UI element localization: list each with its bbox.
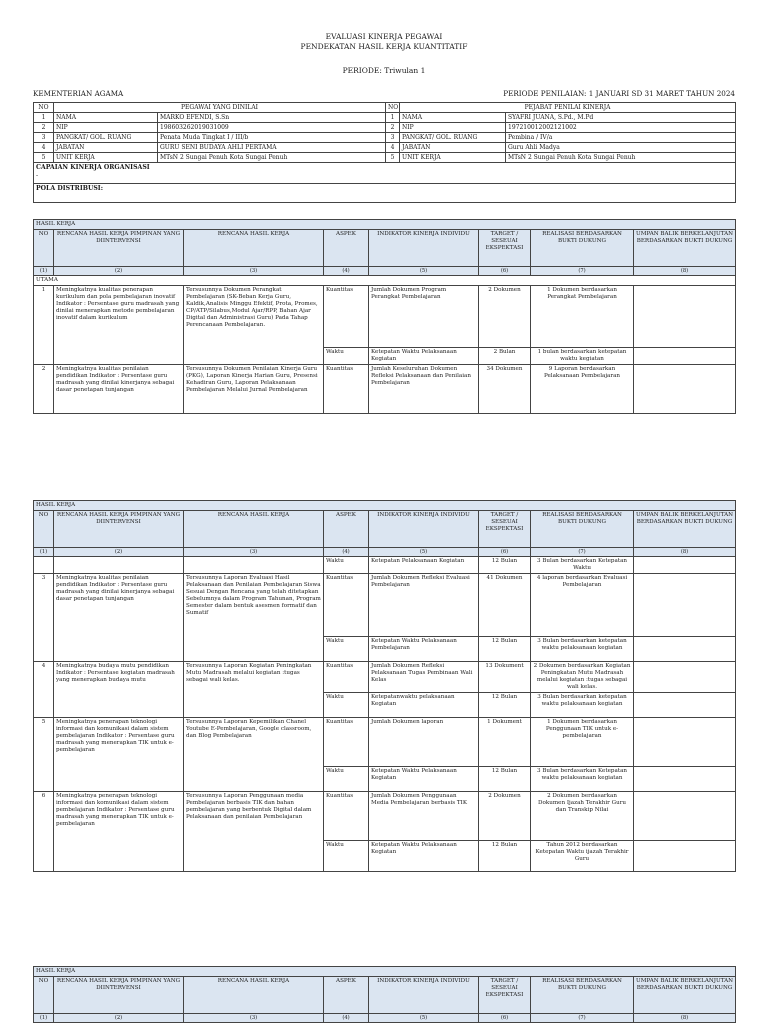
th-aspek: ASPEK	[324, 230, 369, 267]
th-aspek: ASPEK	[324, 511, 369, 548]
th-target: TARGET / SESEUAI EKSPEKTASI	[479, 511, 531, 548]
umpan-balik-cell	[634, 286, 736, 348]
target-cell: 12 Bulan	[479, 693, 531, 718]
aspek-cell: Waktu	[324, 767, 369, 792]
pegawai-value: MARKO EFENDI, S.Sn	[158, 113, 386, 123]
umpan-balik-cell	[634, 557, 736, 574]
table-header-row	[34, 230, 736, 267]
th-indikator: INDIKATOR KINERJA INDIVIDU	[369, 230, 479, 267]
pegawai-dinilai-header: PEGAWAI YANG DINILAI	[54, 103, 386, 113]
pimpinan-cell: Meningkatnya kualitas penilaian pendidikan Indikator : Persentase guru madrasah yang dinilai kinerjanya sebagai dasar penetapan tunjangan	[54, 365, 184, 414]
row-no: 1	[34, 113, 54, 123]
row-no: 4	[34, 143, 54, 153]
col-num: (3)	[184, 1014, 324, 1023]
hasil-kerja-label: HASIL KERJA	[34, 967, 736, 977]
pejabat-value: Pembina / IV/a	[506, 133, 736, 143]
col-num: (2)	[54, 548, 184, 557]
aspek-cell: Waktu	[324, 557, 369, 574]
pimpinan-cell: Meningkatnya penerapan teknologi informasi dan komunikasi dalam sistem pembelajaran Indikator : Persentase guru madrasah yang menerapkan TIK untuk e-pembelajaran	[54, 718, 184, 792]
row-label: UNIT KERJA	[54, 153, 158, 163]
doc-periode: PERIODE: Triwulan 1	[342, 66, 426, 75]
th-pimpinan: RENCANA HASIL KERJA PIMPINAN YANG DIINTERVENSI	[54, 511, 184, 548]
realisasi-cell: 1 Dokumen berdasarkan Perangkat Pembelajaran	[531, 286, 634, 348]
doc-subtitle: PENDEKATAN HASIL KERJA KUANTITATIF	[300, 42, 468, 51]
pegawai-row	[34, 153, 736, 163]
target-cell: 13 Dokument	[479, 662, 531, 693]
th-target: TARGET / SESEUAI EKSPEKTASI	[479, 230, 531, 267]
col-num: (4)	[324, 267, 369, 276]
th-umpan-balik: UMPAN BALIK BERKELANJUTAN BERDASARKAN BUKTI DUKUNG	[634, 511, 736, 548]
th-rencana: RENCANA HASIL KERJA	[184, 511, 324, 548]
capaian-cell	[34, 163, 736, 184]
hasil-kerja-label: HASIL KERJA	[34, 501, 736, 511]
umpan-balik-cell	[634, 792, 736, 841]
col-num: (7)	[531, 548, 634, 557]
row-no: 4	[386, 143, 400, 153]
th-aspek: ASPEK	[324, 977, 369, 1014]
col-num: (1)	[34, 267, 54, 276]
pegawai-row	[34, 123, 736, 133]
row-label: NAMA	[400, 113, 506, 123]
col-num: (6)	[479, 1014, 531, 1023]
target-cell: 1 Dokument	[479, 718, 531, 767]
col-num: (5)	[369, 267, 479, 276]
capaian-row	[34, 163, 736, 184]
row-no: 5	[386, 153, 400, 163]
indikator-cell: Jumlah Dokumen Penggunaan Media Pembelajaran berbasis TIK	[369, 792, 479, 841]
row-label: JABATAN	[400, 143, 506, 153]
table-row	[34, 662, 736, 693]
indikator-cell: Jumlah Dokumen laporan	[369, 718, 479, 767]
aspek-cell: Kuantitas	[324, 286, 369, 348]
target-cell: 2 Dokumen	[479, 286, 531, 348]
periode-penilaian: PERIODE PENILAIAN: 1 JANUARI SD 31 MARET TAHUN 2024	[503, 89, 735, 98]
umpan-balik-cell	[634, 365, 736, 414]
th-target: TARGET / SESEUAI EKSPEKTASI	[479, 977, 531, 1014]
aspek-cell: Kuantitas	[324, 365, 369, 414]
col-num: (7)	[531, 1014, 634, 1023]
col-num: (2)	[54, 267, 184, 276]
col-num: (8)	[634, 1014, 736, 1023]
realisasi-cell: 1 Dokumen berdasarkan Penggunaan TIK untuk e-pembelajaran	[531, 718, 634, 767]
column-number-row	[34, 548, 736, 557]
target-cell: 12 Bulan	[479, 767, 531, 792]
instansi-label: KEMENTERIAN AGAMA	[33, 89, 124, 98]
col-num: (5)	[369, 1014, 479, 1023]
table-row	[34, 557, 736, 574]
pegawai-value: MTsN 2 Sungai Penuh Kota Sungai Penuh	[158, 153, 386, 163]
row-no: 3	[34, 574, 54, 662]
col-num: (4)	[324, 548, 369, 557]
indikator-cell: Ketepatan Waktu Pelaksanaan Kegiatan	[369, 841, 479, 872]
col-num: (8)	[634, 267, 736, 276]
pegawai-value: Penata Muda Tingkat I / III/b	[158, 133, 386, 143]
hasil-kerja-label: HASIL KERJA	[34, 220, 736, 230]
aspek-cell: Waktu	[324, 637, 369, 662]
umpan-balik-cell	[634, 767, 736, 792]
target-cell: 41 Dokumen	[479, 574, 531, 637]
row-no: 3	[34, 133, 54, 143]
aspek-cell: Kuantitas	[324, 662, 369, 693]
umpan-balik-cell	[634, 841, 736, 872]
indikator-cell: Ketepatanwaktu pelaksanaan Kegiatan	[369, 693, 479, 718]
realisasi-cell: 3 Bulan berdasarkan ketepatan waktu pelaksanaan kegiatan	[531, 637, 634, 662]
pegawai-row	[34, 113, 736, 123]
realisasi-cell: 3 Bulan berdasarkan Ketepatan waktu pelaksanaan kegiatan	[531, 767, 634, 792]
umpan-balik-cell	[634, 574, 736, 637]
table-header-row	[34, 511, 736, 548]
th-umpan-balik: UMPAN BALIK BERKELANJUTAN BERDASARKAN BUKTI DUKUNG	[634, 977, 736, 1014]
section-row	[34, 967, 736, 977]
pegawai-row	[34, 133, 736, 143]
th-realisasi: REALISASI BERDASARKAN BUKTI DUKUNG	[531, 511, 634, 548]
pimpinan-cell: Meningkatnya budaya mutu pendidikan Indikator : Persentase kegiatan madrasah yang menerapkan budaya mutu	[54, 662, 184, 718]
aspek-cell: Kuantitas	[324, 792, 369, 841]
col-num: (4)	[324, 1014, 369, 1023]
indikator-cell: Jumlah Dokumen Refleksi Evaluasi Pembelajaran	[369, 574, 479, 637]
pegawai-header-row	[34, 103, 736, 113]
umpan-balik-cell	[634, 662, 736, 693]
hasil-kerja-table-1	[33, 219, 736, 414]
row-no: 4	[34, 662, 54, 718]
indikator-cell: Jumlah Dokumen Program Perangkat Pembelajaran	[369, 286, 479, 348]
pola-row	[34, 184, 736, 203]
row-label: PANGKAT/ GOL. RUANG	[54, 133, 158, 143]
aspek-cell: Kuantitas	[324, 718, 369, 767]
rencana-cell: Tersusunnya Dokumen Penilaian Kinerja Guru (PKG), Laporan Kinerja Harian Guru, Presensi Kehadiran Guru, Laporan Pelaksanaan Pembelajaran Melalui Jurnal Pembelajaran	[184, 365, 324, 414]
pejabat-value: SYAFRI JUANA, S.Pd., M.Pd	[506, 113, 736, 123]
row-label: NIP	[54, 123, 158, 133]
indikator-cell: Ketepatan Pelaksanaan Kegiatan	[369, 557, 479, 574]
row-label: NAMA	[54, 113, 158, 123]
col-num: (8)	[634, 548, 736, 557]
target-cell: 2 Bulan	[479, 348, 531, 365]
th-pimpinan: RENCANA HASIL KERJA PIMPINAN YANG DIINTERVENSI	[54, 977, 184, 1014]
utama-row	[34, 276, 736, 286]
hasil-kerja-table-3	[33, 966, 736, 1023]
th-rencana: RENCANA HASIL KERJA	[184, 230, 324, 267]
realisasi-cell: 4 laporan berdasarkan Evaluasi Pembelajaran	[531, 574, 634, 637]
th-pimpinan: RENCANA HASIL KERJA PIMPINAN YANG DIINTERVENSI	[54, 230, 184, 267]
target-cell: 12 Bulan	[479, 841, 531, 872]
th-indikator: INDIKATOR KINERJA INDIVIDU	[369, 511, 479, 548]
table-row	[34, 792, 736, 841]
aspek-cell: Waktu	[324, 841, 369, 872]
row-no	[34, 557, 54, 574]
rencana-cell: Tersusunnya Laporan Kepemilikan Chanel Youtube E-Pembelajaran, Google classroom, dan Blog Pembelajaran	[184, 718, 324, 792]
col-num: (5)	[369, 548, 479, 557]
umpan-balik-cell	[634, 718, 736, 767]
column-number-row	[34, 1014, 736, 1023]
pejabat-value: MTsN 2 Sungai Penuh Kota Sungai Penuh	[506, 153, 736, 163]
realisasi-cell: 1 bulan berdasarkan ketepatan waktu kegiatan	[531, 348, 634, 365]
pegawai-table	[33, 102, 736, 203]
row-no: 1	[34, 286, 54, 365]
table-row	[34, 574, 736, 637]
th-no: NO	[34, 511, 54, 548]
aspek-cell: Kuantitas	[324, 574, 369, 637]
doc-title: EVALUASI KINERJA PEGAWAI	[325, 32, 443, 41]
rencana-cell	[184, 557, 324, 574]
table-row	[34, 286, 736, 348]
table-header-row	[34, 977, 736, 1014]
aspek-cell: Waktu	[324, 693, 369, 718]
col-no-left: NO	[34, 103, 54, 113]
hasil-kerja-table-2	[33, 500, 736, 872]
th-indikator: INDIKATOR KINERJA INDIVIDU	[369, 977, 479, 1014]
col-no-right: NO	[386, 103, 400, 113]
col-num: (6)	[479, 267, 531, 276]
pimpinan-cell: Meningkatnya kualitas penilaian pendidikan Indikator : Persentase guru madrasah yang dinilai kinerjanya sebagai dasar penetapan tunjangan	[54, 574, 184, 662]
realisasi-cell: 3 Bulan berdasarkan Ketepatan Waktu	[531, 557, 634, 574]
target-cell: 12 Bulan	[479, 637, 531, 662]
row-no: 1	[386, 113, 400, 123]
row-no: 5	[34, 718, 54, 792]
row-no: 5	[34, 153, 54, 163]
rencana-cell: Tersusunnya Laporan Evaluasi Hasil Pelaksanaan dan Penilaian Pembelajaran Siswa Sesuai Dengan Rencana yang telah ditetapkan Sebelumnya dalam Program Tahunan, Program Semester dalam bentuk asesmen formatif dan Sumatif	[184, 574, 324, 662]
col-num: (1)	[34, 1014, 54, 1023]
table-row	[34, 365, 736, 414]
pola-distribusi-label: POLA DISTRIBUSI:	[34, 184, 736, 203]
indikator-cell: Jumlah Dokumen Refleksi Pelaksanaan Tugas Pembinaan Wali Kelas	[369, 662, 479, 693]
rencana-cell: Tersusunnya Dokumen Perangkat Pembelajaran (SK-Beban Kerja Guru, Kaldik,Analisis Minggu Efektif, Prota, Promes, CP/ATP/Silabus,Modul Ajar/RPP, Bahan Ajar Digital dan Administrasi Guru) Pada Tahap Perencanaan Pembelajaran.	[184, 286, 324, 365]
pimpinan-cell	[54, 557, 184, 574]
row-label: PANGKAT/ GOL. RUANG	[400, 133, 506, 143]
pejabat-value: Guru Ahli Madya	[506, 143, 736, 153]
pegawai-value: 198603262019031009	[158, 123, 386, 133]
section-row	[34, 501, 736, 511]
rencana-cell: Tersusunnya Laporan Penggunaan media Pembelajaran berbasis TIK dan bahan pembelajaran yang berbentuk Digital dalam Pelaksanaan dan penilaian Pembelajaran	[184, 792, 324, 872]
capaian-label: CAPAIAN KINERJA ORGANISASI	[36, 164, 150, 171]
pimpinan-cell: Meningkatnya kualitas penerapan kurikulum dan pola pembelajaran inovatif Indikator : Persentase guru madrasah yang dinilai menerapkan metode pembelajaran inovatif dalam kurikulum	[54, 286, 184, 365]
rencana-cell: Tersusunnya Laporan Kegiatan Peningkatan Mutu Madrasah melalui kegiatan :tugas sebagai wali kelas.	[184, 662, 324, 718]
th-realisasi: REALISASI BERDASARKAN BUKTI DUKUNG	[531, 230, 634, 267]
th-no: NO	[34, 230, 54, 267]
target-cell: 34 Dokumen	[479, 365, 531, 414]
pejabat-value: 197210012002121002	[506, 123, 736, 133]
row-label: JABATAN	[54, 143, 158, 153]
realisasi-cell: 2 Dokumen berdasarkan Dokumen Ijazah Terakhir Guru dan Transkip Nilai	[531, 792, 634, 841]
th-rencana: RENCANA HASIL KERJA	[184, 977, 324, 1014]
umpan-balik-cell	[634, 348, 736, 365]
realisasi-cell: 3 Bulan berdasarkan ketepatan waktu pelaksanaan kegiatan	[531, 693, 634, 718]
target-cell: 2 Dokumen	[479, 792, 531, 841]
realisasi-cell: 2 Dokumen berdasarkan Kegiatan Peningkatan Mutu Madrasah melalui kegiatan :tugas sebagai wali kelas.	[531, 662, 634, 693]
th-no: NO	[34, 977, 54, 1014]
umpan-balik-cell	[634, 693, 736, 718]
row-label: UNIT KERJA	[400, 153, 506, 163]
row-no: 6	[34, 792, 54, 872]
indikator-cell: Ketepatan Waktu Pelaksanaan Kegiatan	[369, 767, 479, 792]
col-num: (3)	[184, 267, 324, 276]
th-realisasi: REALISASI BERDASARKAN BUKTI DUKUNG	[531, 977, 634, 1014]
col-num: (3)	[184, 548, 324, 557]
row-no: 2	[386, 123, 400, 133]
row-no: 2	[34, 123, 54, 133]
th-umpan-balik: UMPAN BALIK BERKELANJUTAN BERDASARKAN BUKTI DUKUNG	[634, 230, 736, 267]
realisasi-cell: 9 Laporan berdasarkan Pelaksanaan Pembelajaran	[531, 365, 634, 414]
section-row	[34, 220, 736, 230]
utama-label: UTAMA	[34, 276, 736, 286]
realisasi-cell: Tahun 2012 berdasarkan Ketepatan Waktu ijazah Terakhir Guru	[531, 841, 634, 872]
indikator-cell: Ketepatan Waktu Pelaksanaan Pembelajaran	[369, 637, 479, 662]
umpan-balik-cell	[634, 637, 736, 662]
pegawai-row	[34, 143, 736, 153]
indikator-cell: Ketepatan Waktu Pelaksanaan Kegiatan	[369, 348, 479, 365]
col-num: (7)	[531, 267, 634, 276]
row-no: 3	[386, 133, 400, 143]
column-number-row	[34, 267, 736, 276]
target-cell: 12 Bulan	[479, 557, 531, 574]
aspek-cell: Waktu	[324, 348, 369, 365]
row-no: 2	[34, 365, 54, 414]
row-label: NIP	[400, 123, 506, 133]
pegawai-value: GURU SENI BUDAYA AHLI PERTAMA	[158, 143, 386, 153]
capaian-value: -	[36, 172, 39, 179]
col-num: (6)	[479, 548, 531, 557]
col-num: (2)	[54, 1014, 184, 1023]
indikator-cell: Jumlah Keseluruhan Dokumen Refleksi Pelaksanaan dan Penilaian Pembelajaran	[369, 365, 479, 414]
pimpinan-cell: Meningkatnya penerapan teknologi informasi dan komunikasi dalam sistem pembelajaran Indikator : Persentase guru madrasah yang menerapkan TIK untuk e-pembelajaran	[54, 792, 184, 872]
pejabat-penilai-header: PEJABAT PENILAI KINERJA	[400, 103, 736, 113]
table-row	[34, 718, 736, 767]
col-num: (1)	[34, 548, 54, 557]
